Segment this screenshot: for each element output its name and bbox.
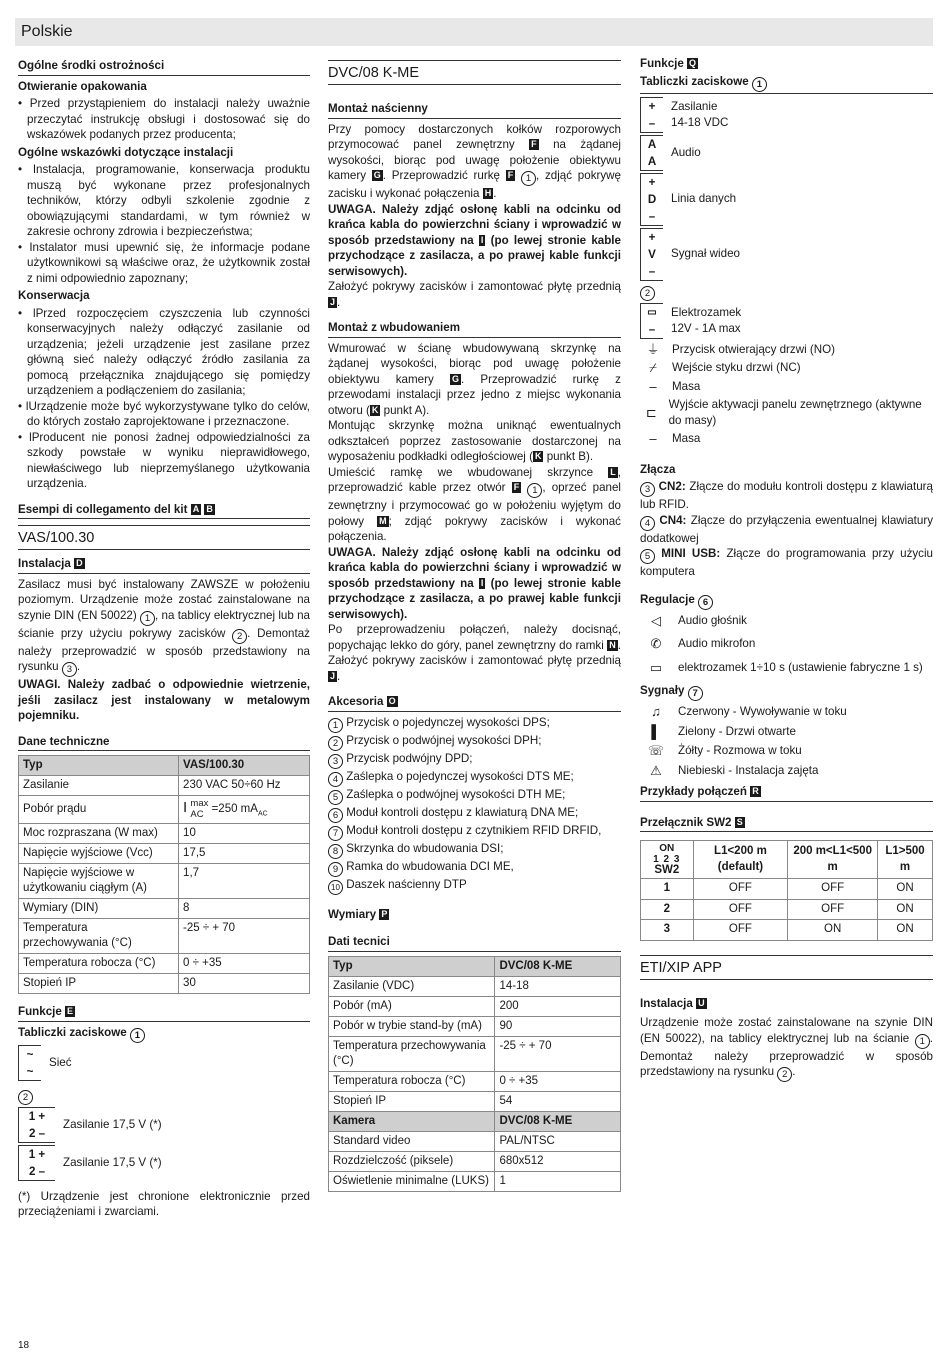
door-icon: ▌ [651,723,661,739]
language-header [15,18,933,46]
dash-icon: – [649,378,657,394]
list-item: • lPrzed rozpoczęciem czyszczenia lub czynności konserwacyjnych należy odłączyć zasilanie od urządzenia; jeżeli urządzenie jest zasilane przez główną sieć należy odłączyć źródło zasilania za pomocą przełącznika znajdującego się pomiędzy urządzeniem a podłączeniem do zasilania; [18,306,310,397]
flush-text-2: Montując skrzynkę można uniknąć ewentualnych odkształceń poprzez zastosowanie dostarczonej na wyposażeniu podkładki odległościowej ( K punkt B). [328,419,621,463]
microphone-icon: ✆ [650,636,662,651]
examples-title: Przykłady połączeń R [640,784,933,802]
flush-text-3: Umieścić ramkę we wbudowanej skrzynce L , przeprowadzić kable przez otwór F 1 , oprzeć panel zewnętrzny i przymocować go w położeniu wyjętym do połowy M ; zdjąć pokrywy zacisków i wykonać połączenia. [328,465,621,543]
connector-item: 5 MINI USB: Złącze do programowania przy użyciu komputera [640,547,933,578]
column-middle [328,58,621,1192]
list-item: 2 Przycisk o podwójnej wysokości DPH; [328,733,621,751]
signals-title: Sygnały 7 [640,683,933,701]
surface-mount-text: Przy pomocy dostarczonych kołków rozporowych przymocować panel zewnętrzny F na żądanej wysokości, biorąc pod uwagę położenie obiektywu kamery G . Przeprowadzić rurkę F 1 , zdjąć pokrywę zacisku i wykonać połączenia H . [328,122,621,200]
list-item: 5 Zaślepka o podwójnej wysokości DTH ME; [328,787,621,805]
flush-final: Po przeprowadzeniu połączeń, należy docisnąć, popychając lekko do góry, panel zewnętrzny do ramki N . Założyć pokrywy zacisków i zamontować płytę przednią J . [328,623,621,683]
vas-footnote: (*) Urządzenie jest chronione elektronicznie przed przeciążeniami i zwarciami. [18,1189,310,1219]
dvc-tech-table: Typ DVC/08 K-ME Zasilanie (VDC) 14-18 Pobór (mA) 200 Pobór w trybie stand-by (mA) 90 Temperatura przechowywania (°C) -25 ÷ + 70 Temperatura robocza (°C) 0 ÷ +35 Stopień IP 54 Kamera DVC/08 K-ME Standard video PAL/NTSC Rozdzielczość (piksele) 680x512 Oświetlenie minimalne (LUKS) 1 [328,956,621,1192]
connector-item: 4 CN4: Złącze do przyłączenia ewentualnej klawiatury dodatkowej [640,513,933,545]
regulation-row: ▭ elektrozamek 1÷10 s (ustawienie fabryczne 1 s) [640,660,933,676]
terminal-power: + – Zasilanie 14-18 VDC [640,97,933,133]
circled-2: 2 [18,1090,33,1105]
speaker-icon: ◁ [651,612,661,628]
list-item: • lProducent nie ponosi żadnej odpowiedzialności za szkody powstałe w wyniku nieprawidłowego, niewłaściwego lub nieprzemyślanego użytkowania urządzenia. [18,430,310,490]
terminal-mains: ~ ~ Sieć [18,1045,310,1081]
push-button-icon: ⏚ [646,341,660,357]
unpack-title: Otwieranie opakowania [18,79,147,93]
lock-icon: ▭ [649,659,663,675]
regulations-title: Regulacje 6 [640,592,933,610]
flush-text-1: Wmurować w ścianę wbudowywaną skrzynkę na żądanej wysokości, biorąc pod uwagę położenie obiektywu kamery G . Przeprowadzić rurkę z przewodami instalacji przez jedno z miejsc wykonania otworu ( K punkt A). [328,341,621,417]
list-item: 7 Moduł kontroli dostępu z czytnikiem RFID DRFID, [328,823,621,841]
io-row: ⏚ Przycisk otwierający drzwi (NO) [640,342,933,358]
signal-row: ▌ Zielony - Drzwi otwarte [640,724,933,740]
list-item: • Przed przystąpieniem do instalacji należy uważnie przeczytać instrukcję obsługi i dostosować się do wskazówek podanych przez producenta; [18,97,310,141]
app-title: ETI/XIP APP [640,955,933,980]
language-label: Polskie [21,23,73,40]
list-item: • Instalacja, programowanie, konserwacja produktu muszą być wykonane przez profesjonalnych techników, którzy odbyli szkolenie zgodnie z obowiązującymi standardami, w tym również w zakresie ochrony zdrowia i bezpieczeństwa; [18,163,310,238]
terminal-data: + D – Linia danych [640,173,933,226]
list-item: 10 Daszek naścienny DTP [328,877,621,895]
regulation-row: ✆ Audio mikrofon [640,636,933,652]
column-left [18,58,310,1220]
busy-icon: ⚠ [650,762,662,778]
accessories-title: Akcesoria O [328,694,621,712]
sw2-table: ON 1 2 3 SW2 L1<200 m (default) 200 m<L1<500 m L1>500 m 1 OFF OFF ON 2 OFF OFF ON 3 OFF ON ON [640,840,933,941]
general-precautions-title: Ogólne środki ostrożności [18,58,310,76]
dvc-functions-title: Funkcje Q [640,57,697,70]
talk-icon: ☏ [647,743,665,758]
app-install-title: Instalacja U [640,996,705,1010]
kit-examples-title: Esempi di collegamento del kit A B [18,502,310,520]
list-item: 6 Moduł kontroli dostępu z klawiaturą DNA ME; [328,805,621,823]
terminal-supply-2: 1 + 2 – Zasilanie 17,5 V (*) [18,1145,310,1181]
terminal-video: + V – Sygnał wideo [640,228,933,281]
signal-row: ☏ Żółty - Rozmowa w toku [640,743,933,759]
flush-warning: UWAGA. Należy zdjąć osłonę kabli na odcinku od krańca kabla do powierzchni ściany i wprowadzić w sposób przedstawiony na I (po lewej stronie kable przychodzące z zasilacza, a po prawej kable funkcji serwisowych). [328,545,621,621]
dimensions-title: Wymiary P [328,907,388,921]
flush-mount-title: Montaż z wbudowaniem [328,320,621,338]
connector-item: 3 CN2: Złącze do modułu kontroli dostępu z klawiaturą lub RFID. [640,480,933,511]
vas-tech-title: Dane techniczne [18,734,310,752]
list-item: 9 Ramka do wbudowania DCI ME, [328,859,621,877]
dash-icon: – [649,431,657,446]
list-item: 1 Przycisk o pojedynczej wysokości DPS; [328,715,621,733]
io-row: – Masa [640,379,933,395]
install-guidelines-title: Ogólne wskazówki dotyczące instalacji [18,145,234,159]
bell-icon: ♫ [651,704,661,719]
list-item: 3 Przycisk podwójny DPD; [328,751,621,769]
surface-close: Założyć pokrywy zacisków i zamontować płytę przednią J . [328,280,621,309]
panel-activation-icon: ⊏ [645,404,657,420]
signal-row: ♫ Czerwony - Wywoływanie w toku [640,704,933,720]
list-item: • Instalator musi upewnić się, że informacje podane użytkownikowi są właściwe oraz, że użytkownik został z nimi odpowiednio zapoznany; [18,240,311,285]
door-contact-icon: ⌿ [649,360,657,375]
io-row: – Masa [640,431,933,447]
vas-terminals-title: Tabliczki zaciskowe 1 [18,1025,310,1043]
surface-warning: UWAGA. Należy zdjąć osłonę kabli na odcinku od krańca kabla do powierzchni ściany i wprowadzić w sposób przedstawiony na I (po lewej stronie kable przychodzące z zasilacza, a po prawej kable funkcji serwisowych). [328,202,621,278]
list-item: 8 Skrzynka do wbudowania DSI; [328,841,621,859]
page-number: 18 [18,1340,30,1351]
maintenance-title: Konserwacja [18,289,90,302]
signal-row: ⚠ Niebieski - Instalacja zajęta [640,763,933,779]
accessories-list [328,715,621,895]
sw2-title: Przełącznik SW2 S [640,815,933,833]
io-row: ⌿ Wejście styku drzwi (NC) [640,360,933,376]
connectors-title: Złącza [640,462,676,476]
vas-install-text: Zasilacz musi być instalowany ZAWSZE w położeniu poziomym. Urządzenie może zostać zainstalowane na szynie DIN (EN 50022) 1 , na tablicy elektrycznej lub na ścianie przy użyciu pokrywy zacisków 2 . Demontaż należy przeprowadzić w sposób przedstawiony na rysunku 3 . [18,577,310,675]
lock-icon: ▭ [647,306,657,318]
circled-2: 2 [640,286,655,301]
vas-tech-table: Typ VAS/100.30 Zasilanie 230 VAC 50÷60 Hz Pobór prądu I max AC =250 $mA_{AC}$ Moc rozpraszana (W max) 10 Napięcie wyjściowe (Vcc) 17,5 Napięcie wyjściowe w użytkowaniu ciągłym (A) 1,7 Wymiary (DIN) 8 Temperatura przechowywania (°C) -25 ÷ + 70 Temperatura robocza (°C) 0 ÷ +35 Stopień IP 30 [18,755,310,994]
column-right [640,54,933,1082]
surface-mount-title: Montaż naścienny [328,101,621,119]
io-row: ⊏ Wyjście aktywacji panelu zewnętrznego (aktywne do masy) [640,397,933,428]
terminal-lock: ▭ – Elektrozamek 12V - 1A max [640,303,933,339]
regulation-row: ◁ Audio głośnik [640,613,933,629]
dvc-terminals-title: Tabliczki zaciskowe 1 [640,74,933,94]
vas-install-title: Instalacja D [18,556,310,574]
vas-title: VAS/100.30 [18,525,310,550]
vas-functions-title: Funkcje E [18,1004,310,1022]
terminal-supply-1: 1 + 2 – Zasilanie 17,5 V (*) [18,1107,310,1143]
list-item: 4 Zaślepka o pojedynczej wysokości DTS ME; [328,769,621,787]
list-item: • lUrządzenie może być wykorzystywane tylko do celów, do których zostało zaprojektowane i przeznaczone. [18,399,311,428]
dvc-title: DVC/08 K-ME [328,60,621,85]
app-install-text: Urządzenie może zostać zainstalowane na szynie DIN (EN 50022), na tablicy elektrycznej lub na ścianie 1 . Demontaż należy przeprowadzić w sposób przedstawiony na rysunku 2 . [640,1016,933,1080]
terminal-audio: A A Audio [640,135,933,171]
dvc-tech-title: Dati tecnici [328,934,621,952]
vas-warning: UWAGI. Należy zadbać o odpowiednie wietrzenie, jeśli zasilacz jest instalowany w metalowym pojemniku. [18,678,310,722]
